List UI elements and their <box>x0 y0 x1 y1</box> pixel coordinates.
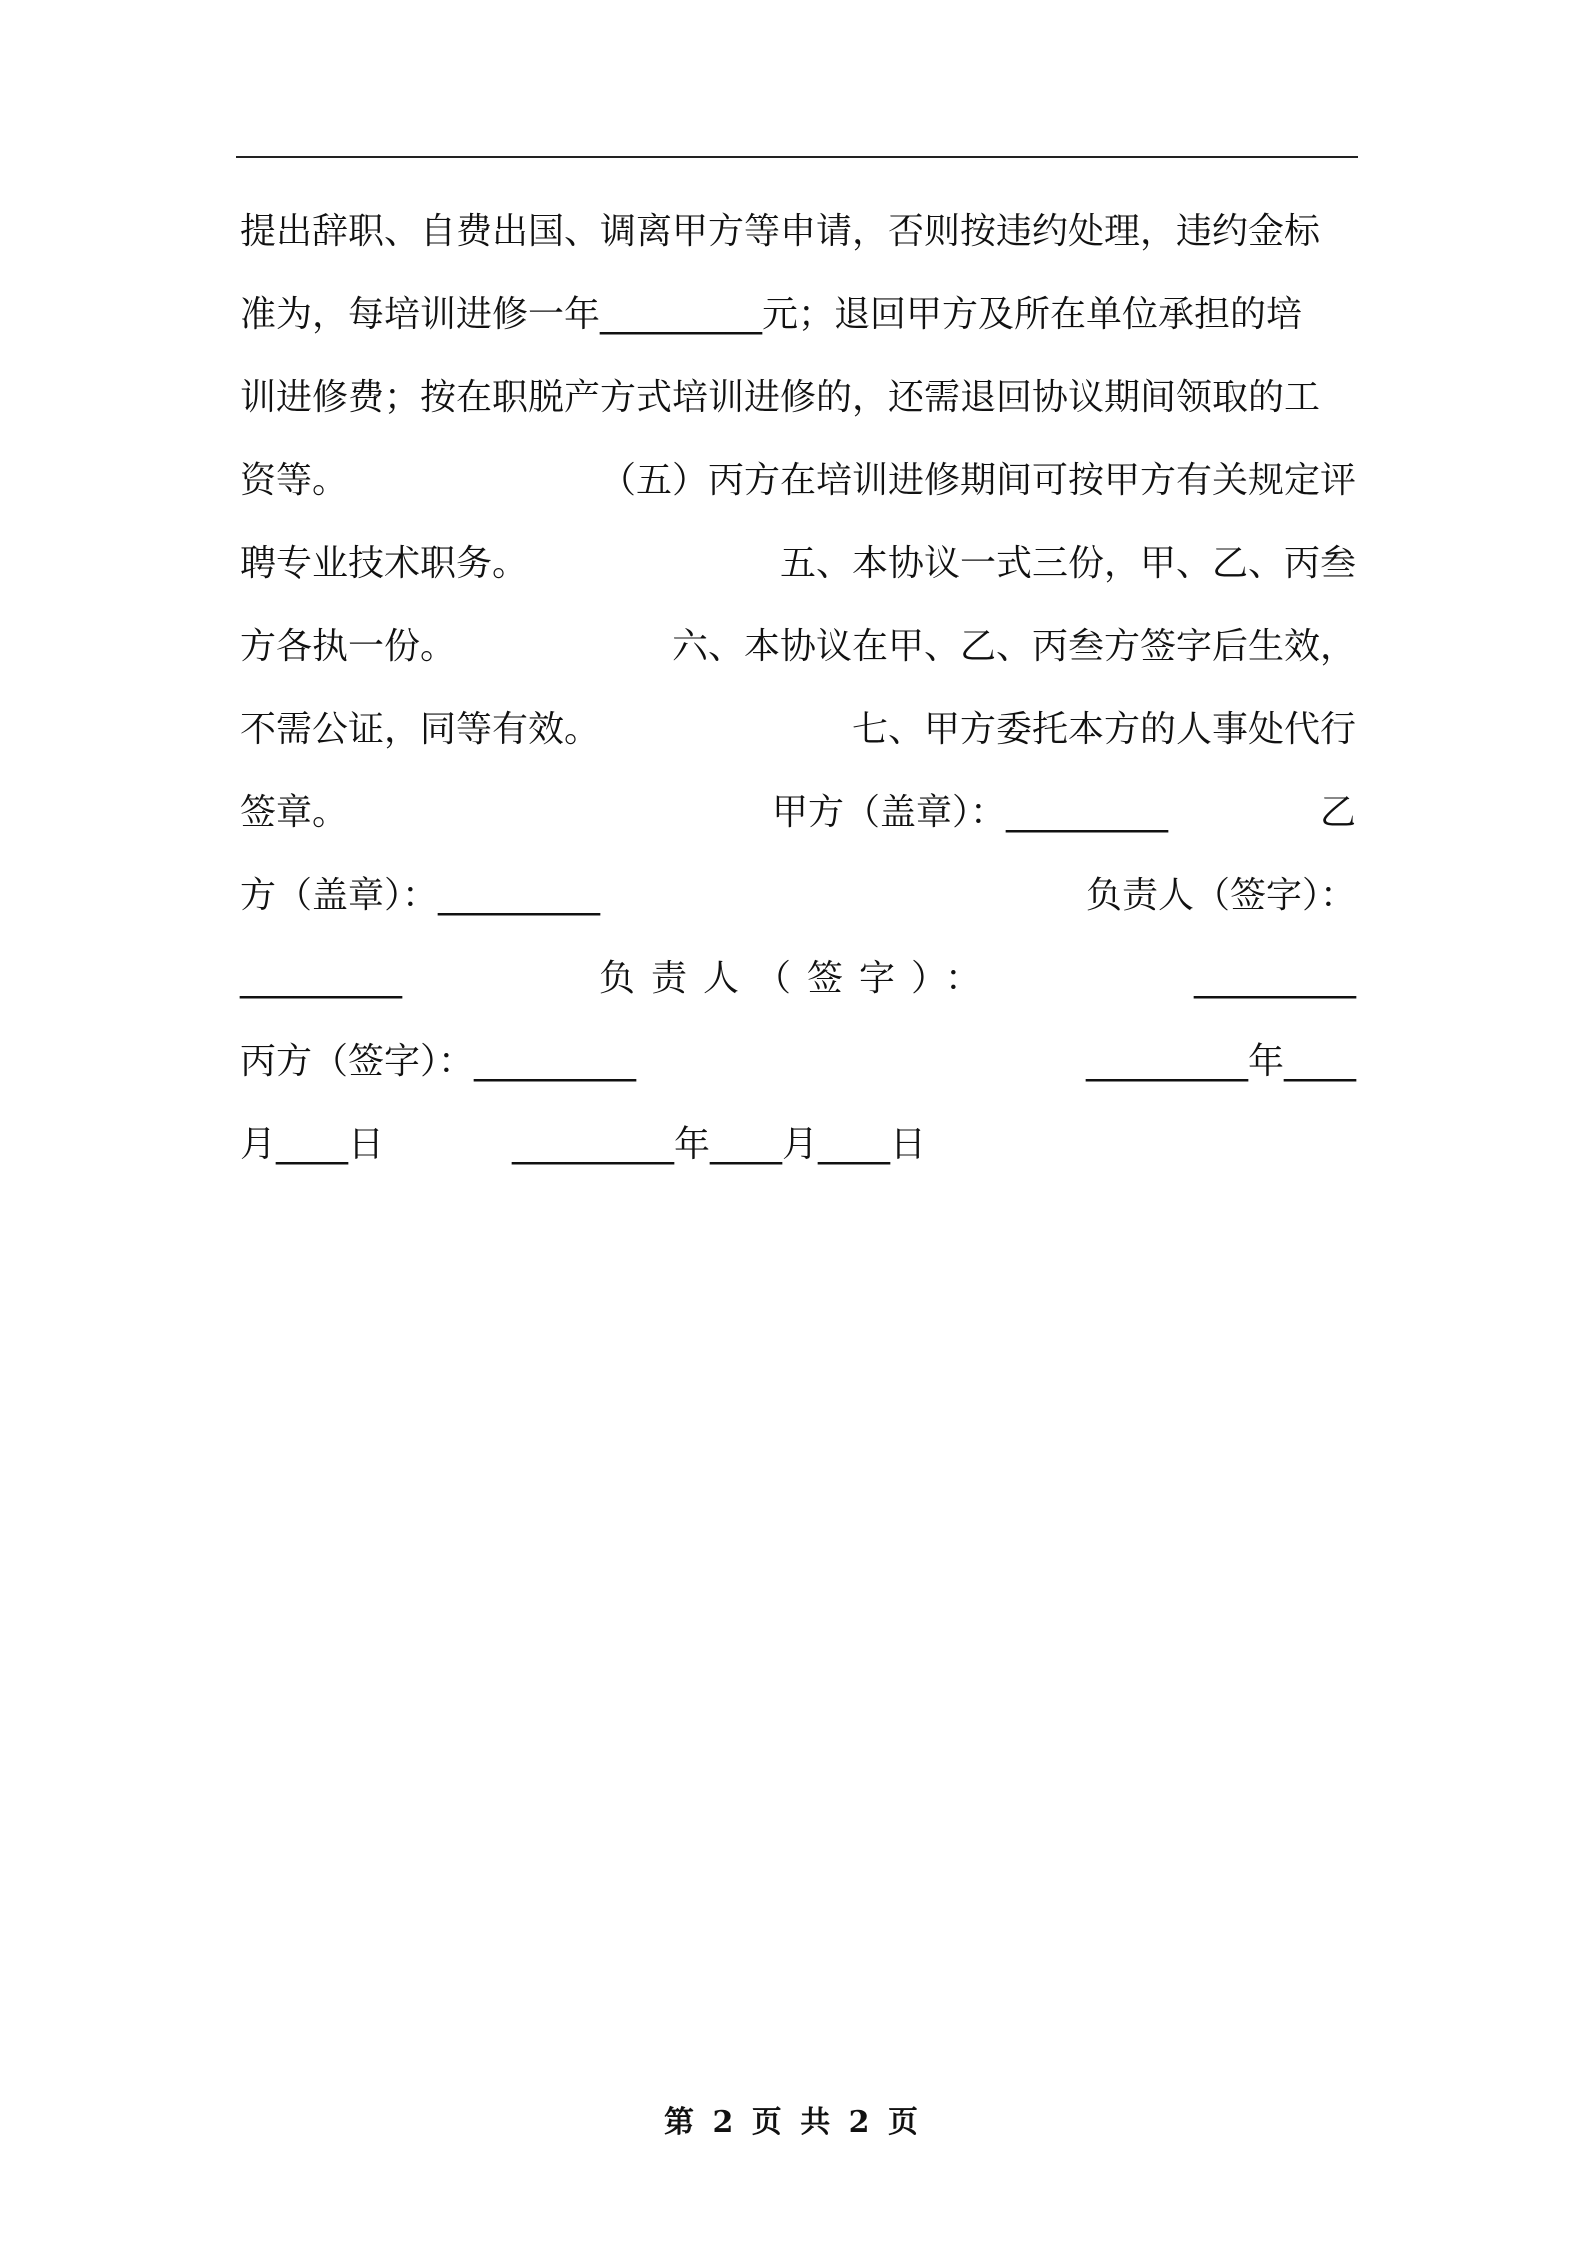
text-segment: 七、甲方委托本方的人事处代行 <box>851 709 1356 750</box>
text-segment: 签章。 <box>240 792 349 833</box>
date-field: 月____日 <box>240 1124 385 1165</box>
signature-party-c: 丙方（签字）：_________ <box>240 1041 637 1082</box>
text-segment: （五）丙方在培训进修期间可按甲方有关规定评 <box>599 460 1356 501</box>
text-line-1 <box>240 190 1356 273</box>
text-segment: 负责人（签字）： <box>1085 875 1356 916</box>
text-segment: 五、本协议一式三份，甲、乙、丙叁 <box>779 543 1356 584</box>
text-segment: 乙 <box>1319 792 1356 833</box>
text-line-8 <box>240 771 1356 854</box>
text-segment: 训进修费；按在职脱产方式培训进修的，还需退回协议期间领取的工 <box>240 377 1321 418</box>
text-line-3 <box>240 356 1356 439</box>
text-line-11 <box>240 1020 1356 1103</box>
signature-party-a: 甲方（盖章）：_________ <box>771 792 1168 833</box>
text-segment: 准为，每培训进修一年_________元；退回甲方及所在单位承担的培 <box>240 294 1303 335</box>
text-segment: 方各执一份。 <box>240 626 457 667</box>
signature-party-b: 方（盖章）：_________ <box>240 875 601 916</box>
document-body <box>240 190 1356 1186</box>
text-line-12 <box>240 1103 1356 1186</box>
text-line-10 <box>240 937 1356 1020</box>
text-segment: 不需公证，同等有效。 <box>240 709 601 750</box>
signature-blank: _________ <box>1193 958 1356 999</box>
text-segment: 聘专业技术职务。 <box>240 543 529 584</box>
text-line-4 <box>240 439 1356 522</box>
text-line-6 <box>240 605 1356 688</box>
header-rule <box>236 156 1358 158</box>
date-field: _________年____月____日 <box>512 1124 926 1165</box>
text-segment: 提出辞职、自费出国、调离甲方等申请，否则按违约处理，违约金标 <box>240 211 1321 252</box>
date-field: _________年____ <box>1086 1041 1356 1082</box>
text-line-7 <box>240 688 1356 771</box>
text-segment: 六、本协议在甲、乙、丙叁方签字后生效， <box>671 626 1356 667</box>
responsible-person-label: 负责人（签字）： <box>598 958 997 999</box>
signature-blank: _________ <box>240 958 402 999</box>
page-number: 第 2 页 共 2 页 <box>664 2105 922 2140</box>
text-line-2 <box>240 273 1356 356</box>
text-segment: 资等。 <box>240 460 349 501</box>
text-line-5 <box>240 522 1356 605</box>
text-line-9 <box>240 854 1356 937</box>
